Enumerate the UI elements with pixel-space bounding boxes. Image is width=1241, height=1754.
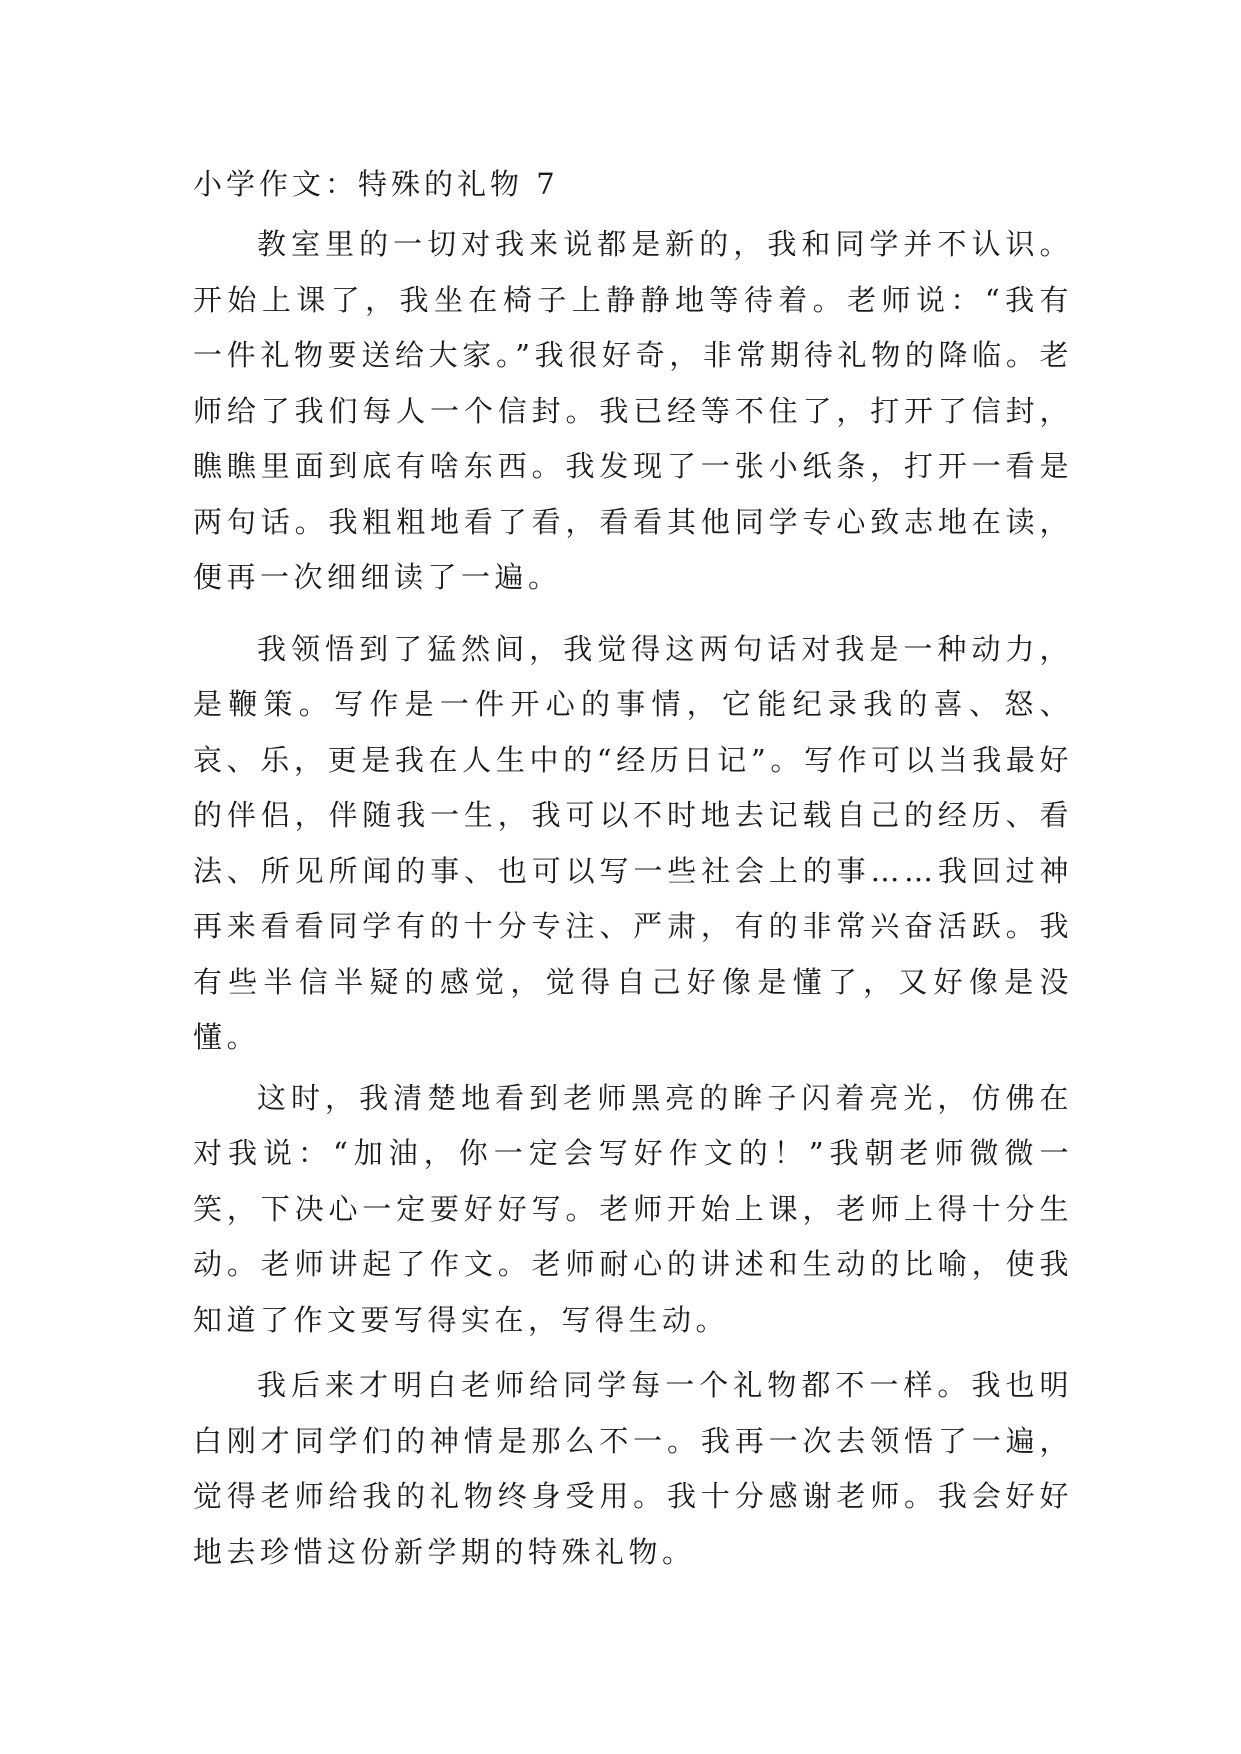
paragraph-2: 我领悟到了猛然间，我觉得这两句话对我是一种动力，是鞭策。写作是一件开心的事情，它能纪录我的喜、怒、哀、乐，更是我在人生中的“经历日记”。写作可以当我最好的伴侣，伴随我一生，我可以不时地去记载自己的经历、看法、所见所闻的事、也可以写一些社会上的事……我回过神再来看看同学有的十分专注、严肃，有的非常兴奋活跃。我有些半信半疑的感觉，觉得自己好像是懂了，又好像是没懂。	[193, 631, 1073, 1054]
document-title: 小学作文：特殊的礼物 7	[193, 167, 559, 201]
paragraph-3: 这时，我清楚地看到老师黑亮的眸子闪着亮光，仿佛在对我说：“加油，你一定会写好作文的！”我朝老师微微一笑，下决心一定要好好写。老师开始上课，老师上得十分生动。老师讲起了作文。老师耐心的讲述和生动的比喻，使我知道了作文要写得实在，写得生动。	[193, 1080, 1073, 1337]
document-body	[193, 162, 1073, 1580]
paragraph-4: 我后来才明白老师给同学每一个礼物都不一样。我也明白刚才同学们的神情是那么不一。我再一次去领悟了一遍，觉得老师给我的礼物终身受用。我十分感谢老师。我会好好地去珍惜这份新学期的特殊礼物。	[193, 1368, 1073, 1569]
paragraph-1: 教室里的一切对我来说都是新的，我和同学并不认识。开始上课了，我坐在椅子上静静地等待着。老师说：“我有一件礼物要送给大家。”我很好奇，非常期待礼物的降临。老师给了我们每人一个信封。我已经等不住了，打开了信封，瞧瞧里面到底有啥东西。我发现了一张小纸条，打开一看是两句话。我粗粗地看了看，看看其他同学专心致志地在读，便再一次细细读了一遍。	[193, 227, 1073, 594]
